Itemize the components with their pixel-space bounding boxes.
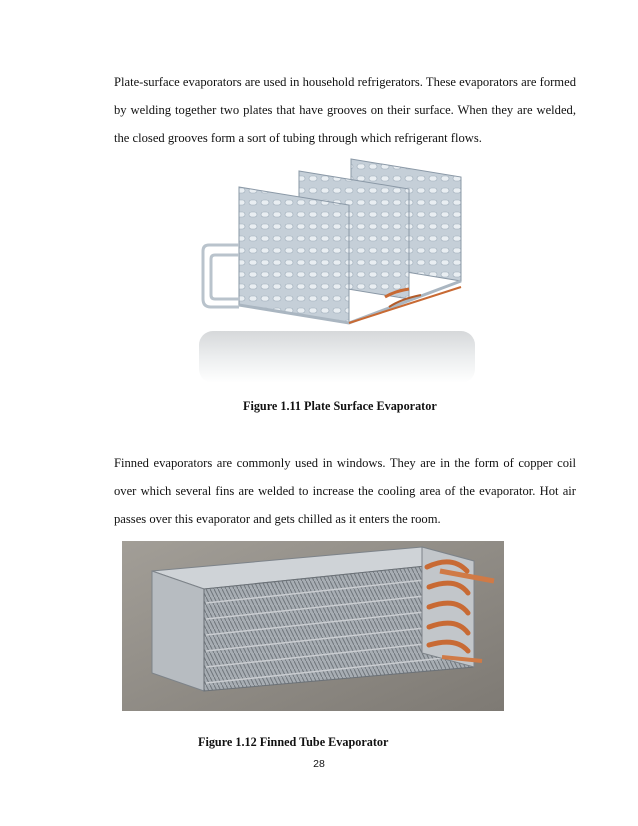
- finned-tube-evaporator-figure: [122, 541, 504, 711]
- paragraph-finned-evaporators: Finned evaporators are commonly used in windows. They are in the form of copper coil over which several fins are welded to increase the cooling area of the evaporator. Hot air passes over this evaporator and gets chilled as it enters the room.: [114, 456, 576, 526]
- paragraph-plate-surface-evaporators: Plate-surface evaporators are used in household refrigerators. These evaporators are formed by welding together two plates that have grooves on their surface. When they are welded, the closed grooves form a sort of tubing through which refrigerant flows.: [114, 75, 576, 145]
- figure-1-12-caption: Figure 1.12 Finned Tube Evaporator: [198, 735, 389, 749]
- figure-1-11-caption: Figure 1.11 Plate Surface Evaporator: [243, 399, 437, 413]
- plate-surface-evaporator-figure: [199, 149, 475, 383]
- plate-surface-evaporator-photo: [199, 149, 475, 383]
- page-number: 28: [313, 758, 325, 770]
- finned-tube-evaporator-photo: [122, 541, 504, 711]
